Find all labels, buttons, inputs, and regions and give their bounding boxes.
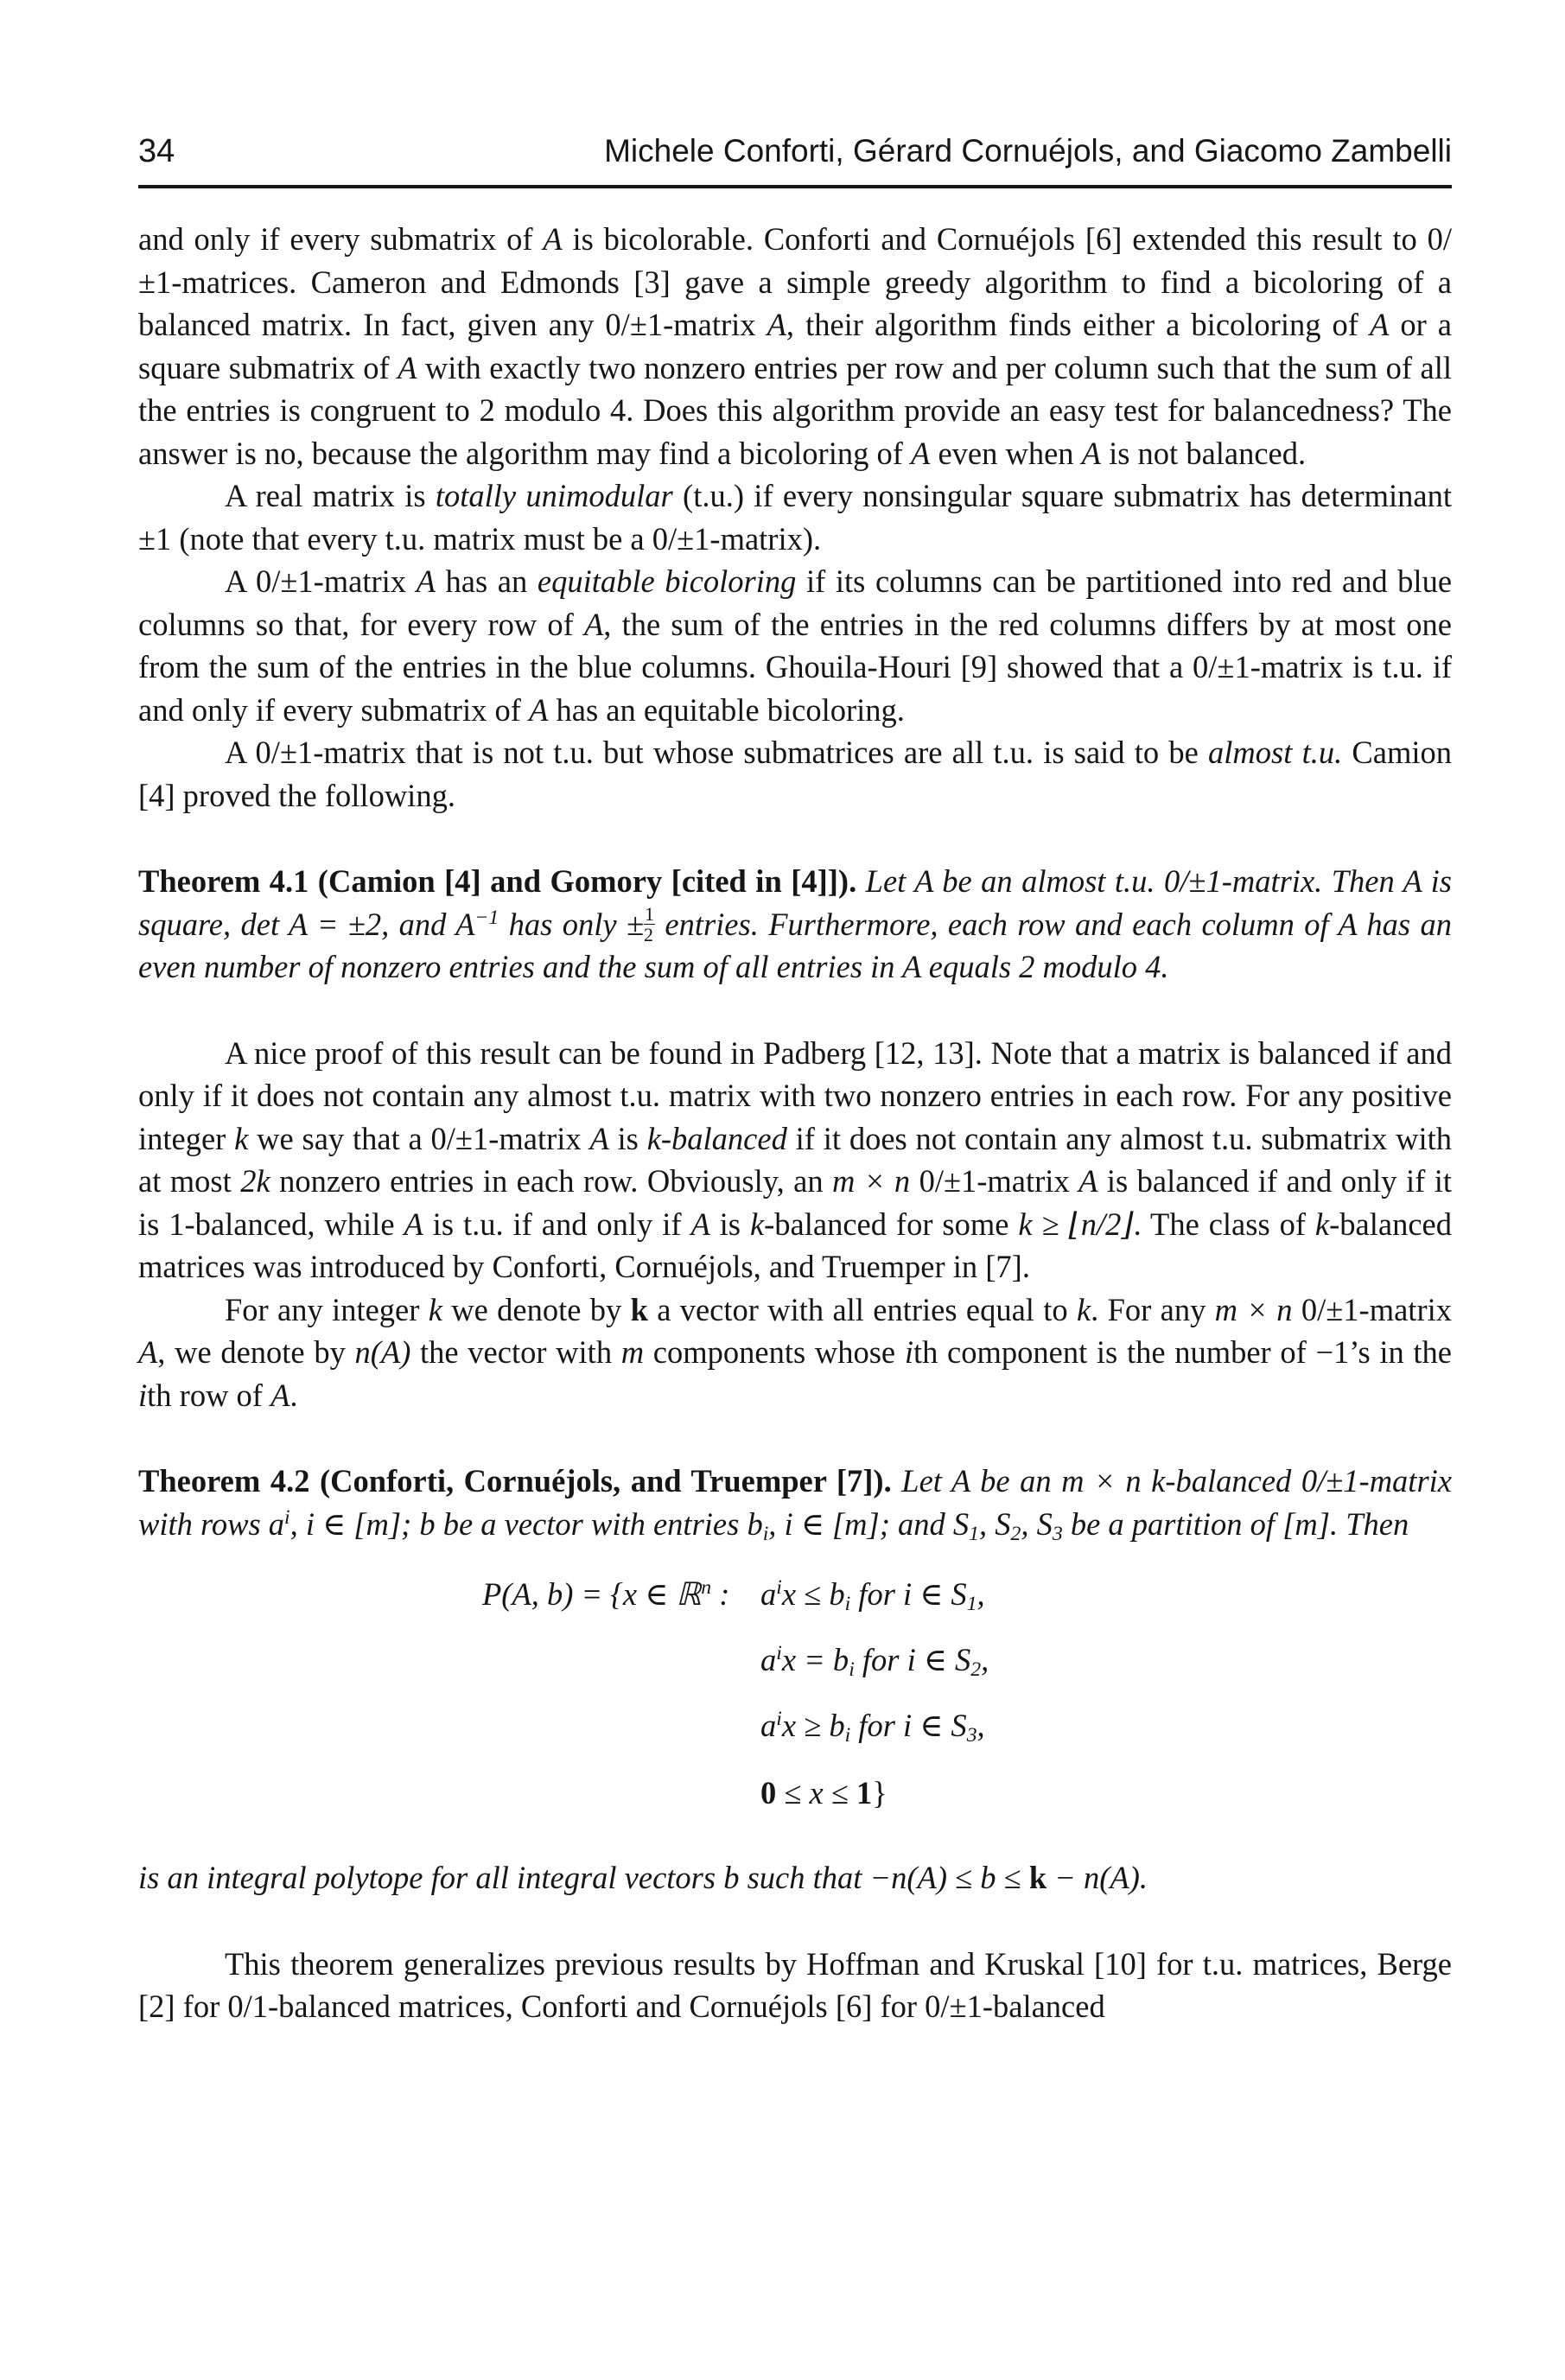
spacer [138,1900,1452,1943]
spacer [138,1416,1452,1460]
equation-lhs: P(A, b) = {x ∈ ℝ$^n$ : [482,1575,730,1612]
paragraph-almost-tu: A 0/±1-matrix that is not t.u. but whose submatrices are all t.u. is said to be almost t.u. Camion [4] proved the following. [138,735,1453,813]
theorem-label: Theorem 4.2 (Conforti, Cornuéjols, and Truemper [7]). [138,1463,892,1499]
equation-row-2: $a^ix = b_i$ for i ∈ $S_2$, [760,1641,989,1681]
spacer [138,989,1452,1032]
running-header [138,128,1452,188]
spacer [138,817,1452,860]
equation-row-3: $a^ix \ge b_i$ for i ∈ $S_3$, [760,1707,985,1747]
theorem-4-2-conclusion: is an integral polytope for all integral vectors b such that −n(A) ≤ b ≤ k − n(A). [138,1860,1148,1895]
theorem-label: Theorem 4.1 (Camion [4] and Gomory [cited in [4]]). [138,863,857,899]
display-equation-polytope [138,1564,1452,1841]
fraction-one-half: $\frac{1}{2}$ [644,903,654,946]
theorem-4-2: Theorem 4.2 (Conforti, Cornuéjols, and Truemper [7]). Let A be an m × n k-balanced 0/±1-matrix with rows $a^i$, i ∈ [m]; b be a vector with entries $b_i$, i ∈ [m]; and $S_1$, $S_2$, $S_3$ be a partition of [m]. Then [138,1463,1452,1545]
paragraph-equitable-bicoloring: A 0/±1-matrix A has an equitable bicoloring if its columns can be partitioned into red and blue columns so that, for every row of A, the sum of the entries in the red columns differs by at most one from the sum of the entries in the blue columns. Ghouila-Houri [9] showed that a 0/±1-matrix is t.u. if and only if every submatrix of A has an equitable bicoloring. [138,563,1453,728]
page-number: 34 [138,133,175,169]
page-body [138,218,1452,2028]
paragraph-k-balanced: A nice proof of this result can be found in Padberg [12, 13]. Note that a matrix is balanced if and only if it does not contain any almost t.u. matrix with two nonzero entries in each row. For any positive integer k we say that a 0/±1-matrix A is k-balanced if it does not contain any almost t.u. submatrix with at most 2k nonzero entries in each row. Obviously, an m × n 0/±1-matrix A is balanced if and only if it is 1-balanced, while A is t.u. if and only if A is k-balanced for some k ≥ ⌊n/2⌋. The class of k-balanced matrices was introduced by Conforti, Cornuéjols, and Truemper in [7]. [138,1034,1452,1284]
equation-row-4: 0 ≤ x ≤ 1} [760,1775,887,1810]
equation-row-1: $a^ix \le b_i$ for i ∈ $S_1$, [760,1575,985,1615]
paragraph-vector-definitions: For any integer k we denote by k a vector with all entries equal to k. For any m × n 0/±1-matrix A, we denote by n(A) the vector with m components whose ith component is the number of −1’s in the ith row of A. [138,1291,1452,1413]
running-head-authors: Michele Conforti, Gérard Cornuéjols, and Giacomo Zambelli [604,133,1452,169]
paragraph-bicoloring: and only if every submatrix of A is bicolorable. Conforti and Cornuéjols [6] extended this result to 0/±1-matrices. Cameron and Edmonds [3] gave a simple greedy algorithm to find a bicoloring of a balanced matrix. In fact, given any 0/±1-matrix A, their algorithm finds either a bicoloring of A or a square submatrix of A with exactly two nonzero entries per row and per column such that the sum of all the entries is congruent to 2 modulo 4. Does this algorithm provide an easy test for balancedness? The answer is no, because the algorithm may find a bicoloring of A even when A is not balanced. [138,221,1452,471]
theorem-4-1: Theorem 4.1 (Camion [4] and Gomory [cited in [4]]). Let A be an almost t.u. 0/±1-matrix. Then A is square, det A = ±2, and $A^{-1}$ has only ± $\frac{1}{2}$ entries. Furthermore, each row and each column of A has an even number of nonzero entries and the sum of all entries in A equals 2 modulo 4. [138,863,1453,984]
paragraph-totally-unimodular: A real matrix is totally unimodular (t.u.) if every nonsingular square submatrix has determinant ±1 (note that every t.u. matrix must be a 0/±1-matrix). [138,478,1452,557]
paragraph-generalizes: This theorem generalizes previous results by Hoffman and Kruskal [10] for t.u. matrices, Berge [2] for 0/1-balanced matrices, Conforti and Cornuéjols [6] for 0/±1-balanced [138,1945,1452,2024]
